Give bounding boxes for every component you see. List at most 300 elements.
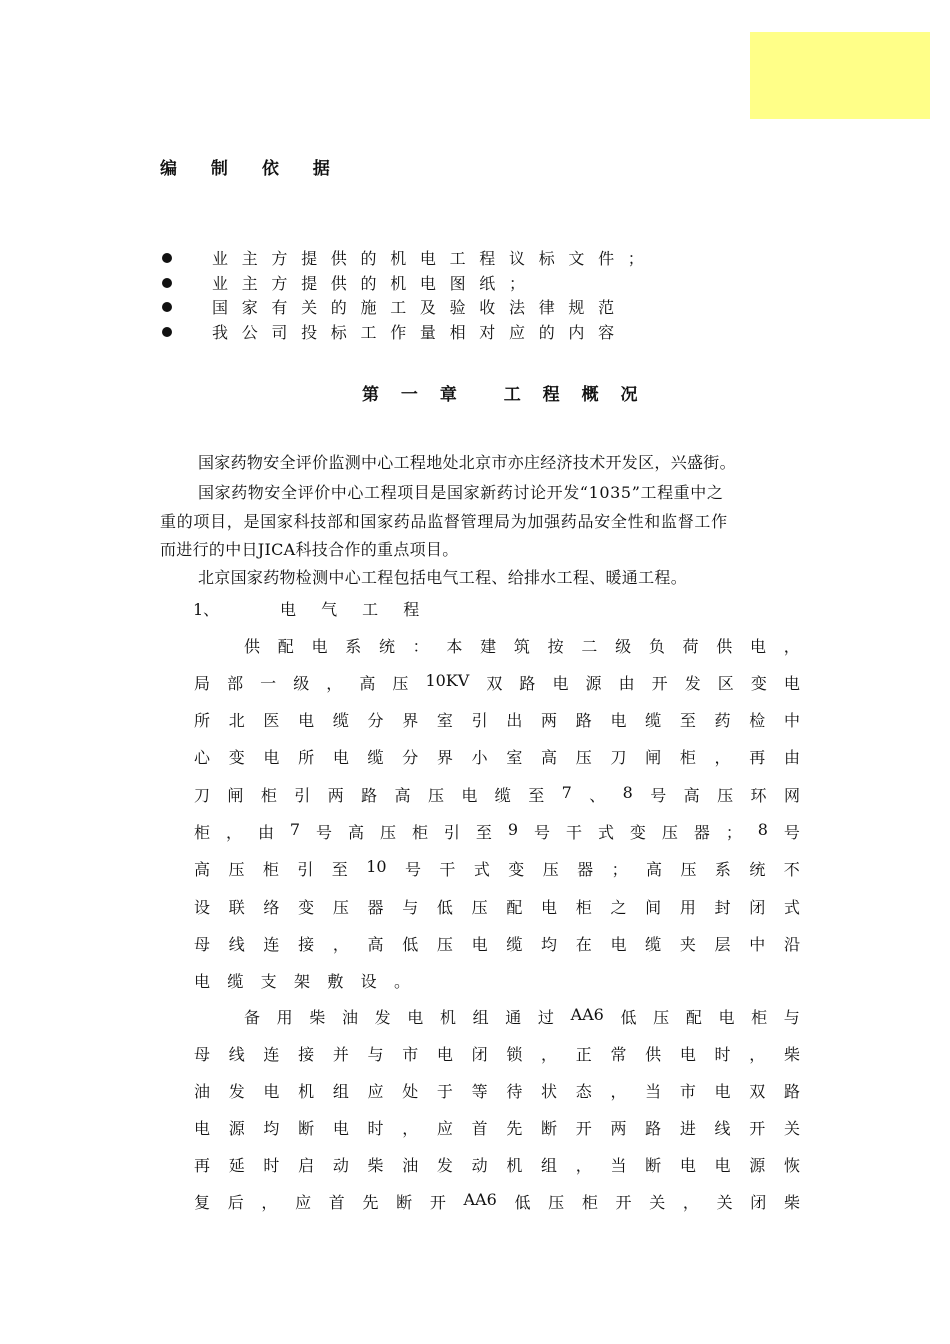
glyph: 引 [471, 711, 488, 730]
text-line [194, 783, 800, 806]
glyph: 电 [194, 972, 211, 991]
glyph: 柜 [575, 898, 592, 917]
glyph: 高 [348, 823, 365, 842]
glyph: 电 [194, 1119, 211, 1138]
glyph: ， [575, 1156, 592, 1175]
glyph: 按 [547, 637, 564, 656]
glyph: 设 [194, 898, 211, 917]
glyph: 关 [783, 1119, 800, 1138]
list-item: 我公司投标工作量相对应的内容 [212, 323, 628, 342]
glyph: 柴 [783, 1045, 800, 1064]
glyph: 两 [327, 786, 344, 805]
glyph: 于 [436, 1082, 453, 1101]
text-line [194, 820, 800, 843]
glyph: 引 [297, 860, 314, 879]
glyph: 路 [783, 1082, 800, 1101]
list-item: 业主方提供的机电工程议标文件； [212, 249, 658, 268]
glyph: 应 [295, 1193, 312, 1212]
glyph: 油 [402, 1156, 419, 1175]
glyph: 8 [622, 783, 633, 802]
glyph: 闭 [749, 898, 766, 917]
glyph: 间 [645, 898, 662, 917]
glyph: 。 [393, 972, 410, 991]
glyph: 后 [227, 1193, 244, 1212]
glyph: 发 [228, 1082, 245, 1101]
glyph: 号 [404, 860, 421, 879]
glyph: 高 [367, 935, 384, 954]
text-line: 国家药物安全评价监测中心工程地处北京市亦庄经济技术开发区，兴盛街。 [198, 453, 736, 472]
glyph: 电 [263, 748, 280, 767]
glyph: 夹 [679, 935, 696, 954]
glyph: 区 [717, 674, 734, 693]
glyph: 器 [577, 860, 594, 879]
glyph: ， [225, 823, 242, 842]
glyph: 电 [679, 1156, 696, 1175]
glyph: 分 [367, 711, 384, 730]
glyph: 沿 [783, 935, 800, 954]
glyph: 柜 [751, 1008, 768, 1027]
glyph: 至 [475, 823, 492, 842]
text-line [244, 1005, 800, 1028]
glyph: 系 [714, 860, 731, 879]
yellow-sticky-note [750, 32, 930, 119]
glyph: 闸 [227, 786, 244, 805]
glyph: 柴 [309, 1008, 326, 1027]
glyph: 供 [645, 1045, 662, 1064]
text-line [194, 1079, 800, 1102]
glyph: 机 [298, 1082, 315, 1101]
glyph: 所 [194, 711, 211, 730]
glyph: 压 [548, 1193, 565, 1212]
glyph: 机 [439, 1008, 456, 1027]
glyph: 变 [508, 860, 525, 879]
glyph: 与 [367, 1045, 384, 1064]
glyph: 局 [194, 674, 211, 693]
glyph: 电 [298, 711, 315, 730]
glyph: 配 [506, 898, 523, 917]
glyph: 建 [480, 637, 497, 656]
glyph: 复 [194, 1193, 211, 1212]
glyph: 延 [228, 1156, 245, 1175]
glyph: 供 [244, 637, 261, 656]
glyph: 断 [645, 1156, 662, 1175]
glyph: 缆 [645, 711, 662, 730]
glyph: 高 [394, 786, 411, 805]
glyph: 当 [645, 1082, 662, 1101]
glyph: ， [610, 1082, 627, 1101]
glyph: 北 [228, 711, 245, 730]
glyph: 断 [298, 1119, 315, 1138]
glyph: 层 [714, 935, 731, 954]
text-line [194, 745, 800, 768]
glyph: 至 [679, 711, 696, 730]
glyph: 缆 [227, 972, 244, 991]
glyph: 出 [506, 711, 523, 730]
glyph: 检 [749, 711, 766, 730]
glyph: 均 [541, 935, 558, 954]
glyph: 引 [443, 823, 460, 842]
glyph: 医 [263, 711, 280, 730]
glyph: 9 [507, 820, 519, 839]
glyph: 高 [359, 674, 376, 693]
glyph: 一 [260, 674, 277, 693]
glyph: 本 [446, 637, 463, 656]
glyph: 室 [506, 748, 523, 767]
glyph: 统 [749, 860, 766, 879]
glyph: 刀 [194, 786, 211, 805]
text-line [194, 1190, 800, 1213]
text-line: 重的项目，是国家科技部和国家药品监督管理局为加强药品安全性和监督工作 [160, 512, 728, 531]
glyph: 变 [750, 674, 767, 693]
glyph: 电 [471, 935, 488, 954]
glyph: 市 [402, 1045, 419, 1064]
glyph: 缆 [494, 786, 511, 805]
glyph: 压 [392, 674, 409, 693]
glyph: 母 [194, 1045, 211, 1064]
glyph: 用 [276, 1008, 293, 1027]
glyph: 支 [260, 972, 277, 991]
glyph: 中 [749, 935, 766, 954]
glyph: ： [412, 637, 429, 656]
glyph: 压 [542, 860, 559, 879]
glyph: ， [714, 748, 731, 767]
glyph: 源 [585, 674, 602, 693]
glyph: ， [682, 1193, 699, 1212]
glyph: 柜 [411, 823, 428, 842]
glyph: 电 [461, 786, 478, 805]
glyph: 常 [610, 1045, 627, 1064]
glyph: 两 [541, 711, 558, 730]
glyph: 低 [620, 1008, 637, 1027]
glyph: 开 [615, 1193, 632, 1212]
glyph: 至 [528, 786, 545, 805]
glyph: 由 [618, 674, 635, 693]
basis-title: 编 制 依 据 [160, 159, 344, 179]
glyph: 压 [661, 823, 678, 842]
glyph: 低 [436, 898, 453, 917]
glyph: ； [611, 860, 628, 879]
glyph: 开 [749, 1119, 766, 1138]
glyph: 母 [194, 935, 211, 954]
glyph: 式 [473, 860, 490, 879]
glyph: 备 [244, 1008, 261, 1027]
glyph: 柜 [194, 823, 211, 842]
glyph: 组 [541, 1156, 558, 1175]
text-line [194, 895, 800, 918]
glyph: 干 [565, 823, 582, 842]
glyph: 不 [783, 860, 800, 879]
glyph: 组 [332, 1082, 349, 1101]
text-line: 北京国家药物检测中心工程包括电气工程、给排水工程、暖通工程。 [198, 568, 688, 587]
glyph: 组 [472, 1008, 489, 1027]
glyph: 、 [589, 786, 606, 805]
glyph: 压 [332, 898, 349, 917]
glyph: 电 [783, 674, 800, 693]
glyph: 两 [610, 1119, 627, 1138]
glyph: 关 [716, 1193, 733, 1212]
glyph: ， [261, 1193, 278, 1212]
glyph: 发 [374, 1008, 391, 1027]
glyph: 电 [679, 1045, 696, 1064]
glyph: 高 [194, 860, 211, 879]
glyph: 高 [541, 748, 558, 767]
glyph: 连 [263, 935, 280, 954]
glyph: 线 [228, 1045, 245, 1064]
glyph: 柴 [367, 1156, 384, 1175]
glyph: 开 [575, 1119, 592, 1138]
glyph: 压 [436, 935, 453, 954]
glyph: 路 [361, 786, 378, 805]
bullet-icon [162, 327, 172, 337]
glyph: 再 [194, 1156, 211, 1175]
glyph: 用 [679, 898, 696, 917]
text-line [194, 932, 800, 955]
glyph: 敷 [327, 972, 344, 991]
glyph: 断 [541, 1119, 558, 1138]
glyph: 干 [439, 860, 456, 879]
text-line [194, 671, 800, 694]
glyph: 柜 [262, 860, 279, 879]
glyph: 双 [749, 1082, 766, 1101]
glyph: 号 [783, 823, 800, 842]
glyph: 封 [714, 898, 731, 917]
glyph: 架 [293, 972, 310, 991]
glyph: 压 [379, 823, 396, 842]
glyph: 由 [783, 748, 800, 767]
glyph: 柜 [260, 786, 277, 805]
glyph: 7 [289, 820, 301, 839]
glyph: 压 [471, 898, 488, 917]
glyph: AA6 [570, 1005, 604, 1024]
glyph: 络 [263, 898, 280, 917]
glyph: 压 [653, 1008, 670, 1027]
glyph: 压 [717, 786, 734, 805]
glyph: 与 [402, 898, 419, 917]
glyph: 变 [228, 748, 245, 767]
glyph: 动 [471, 1156, 488, 1175]
text-line: 而进行的中日JICA科技合作的重点项目。 [160, 540, 459, 559]
text-line [194, 1116, 800, 1139]
glyph: 连 [263, 1045, 280, 1064]
glyph: 电 [311, 637, 328, 656]
glyph: 电 [332, 748, 349, 767]
glyph: 锁 [506, 1045, 523, 1064]
glyph: 首 [328, 1193, 345, 1212]
glyph: 闸 [645, 748, 662, 767]
glyph: 刀 [610, 748, 627, 767]
glyph: 配 [277, 637, 294, 656]
text-line [244, 634, 800, 657]
glyph: 等 [471, 1082, 488, 1101]
glyph: 电 [407, 1008, 424, 1027]
glyph: 器 [693, 823, 710, 842]
glyph: 状 [541, 1082, 558, 1101]
glyph: 首 [471, 1119, 488, 1138]
text-line [194, 969, 410, 992]
glyph: 线 [228, 935, 245, 954]
glyph: 配 [685, 1008, 702, 1027]
glyph: 接 [298, 935, 315, 954]
glyph: 号 [316, 823, 333, 842]
glyph: 环 [750, 786, 767, 805]
glyph: 通 [505, 1008, 522, 1027]
glyph: 电 [263, 1082, 280, 1101]
glyph: 缆 [645, 935, 662, 954]
glyph: 与 [783, 1008, 800, 1027]
glyph: 缆 [367, 748, 384, 767]
glyph: 柜 [581, 1193, 598, 1212]
chapter-title: 第 一 章 工 程 概 况 [362, 385, 646, 405]
glyph: 电 [718, 1008, 735, 1027]
glyph: 缆 [506, 935, 523, 954]
glyph: ， [541, 1045, 558, 1064]
glyph: 二 [581, 637, 598, 656]
bullet-icon [162, 302, 172, 312]
glyph: 界 [436, 748, 453, 767]
glyph: 分 [402, 748, 419, 767]
glyph: 断 [396, 1193, 413, 1212]
glyph: 闭 [750, 1193, 767, 1212]
glyph: 变 [298, 898, 315, 917]
section-number: 1、 [193, 600, 220, 619]
glyph: 之 [610, 898, 627, 917]
glyph: 处 [402, 1082, 419, 1101]
glyph: 高 [646, 860, 663, 879]
glyph: 接 [298, 1045, 315, 1064]
glyph: 进 [679, 1119, 696, 1138]
text-line [194, 708, 800, 731]
glyph: 筑 [513, 637, 530, 656]
glyph: 室 [436, 711, 453, 730]
glyph: 7 [561, 783, 572, 802]
glyph: 药 [714, 711, 731, 730]
glyph: 双 [486, 674, 503, 693]
glyph: 电 [610, 711, 627, 730]
text-line [194, 857, 800, 880]
glyph: 压 [575, 748, 592, 767]
glyph: 开 [429, 1193, 446, 1212]
glyph: 式 [597, 823, 614, 842]
glyph: 源 [749, 1156, 766, 1175]
glyph: 统 [378, 637, 395, 656]
glyph: 低 [402, 935, 419, 954]
glyph: 时 [263, 1156, 280, 1175]
glyph: 系 [345, 637, 362, 656]
glyph: 先 [506, 1119, 523, 1138]
bullet-icon [162, 253, 172, 263]
glyph: 心 [194, 748, 211, 767]
glyph: 负 [648, 637, 665, 656]
glyph: 小 [471, 748, 488, 767]
glyph: 由 [257, 823, 274, 842]
glyph: 压 [680, 860, 697, 879]
glyph: 电 [332, 1119, 349, 1138]
glyph: 所 [298, 748, 315, 767]
glyph: 开 [651, 674, 668, 693]
glyph: 动 [332, 1156, 349, 1175]
glyph: 界 [402, 711, 419, 730]
glyph: 线 [714, 1119, 731, 1138]
glyph: 压 [228, 860, 245, 879]
glyph: 电 [750, 637, 767, 656]
glyph: 变 [629, 823, 646, 842]
text-line: 国家药物安全评价中心工程项目是国家新药讨论开发“1035”工程重中之 [198, 483, 724, 502]
glyph: 式 [783, 898, 800, 917]
glyph: 号 [650, 786, 667, 805]
glyph: 源 [228, 1119, 245, 1138]
glyph: 发 [684, 674, 701, 693]
glyph: 设 [360, 972, 377, 991]
glyph: 电 [541, 898, 558, 917]
glyph: 器 [367, 898, 384, 917]
glyph: 发 [436, 1156, 453, 1175]
glyph: 在 [575, 935, 592, 954]
glyph: ， [749, 1045, 766, 1064]
glyph: 态 [575, 1082, 592, 1101]
glyph: 当 [610, 1156, 627, 1175]
section-title: 电 气 工 程 [280, 600, 430, 619]
glyph: ， [402, 1119, 419, 1138]
glyph: 先 [362, 1193, 379, 1212]
glyph: 至 [331, 860, 348, 879]
glyph: 电 [610, 935, 627, 954]
glyph: AA6 [463, 1190, 497, 1209]
glyph: 时 [367, 1119, 384, 1138]
glyph: 级 [293, 674, 310, 693]
glyph: 电 [436, 1045, 453, 1064]
text-line [194, 1042, 800, 1065]
glyph: 应 [436, 1119, 453, 1138]
glyph: 过 [537, 1008, 554, 1027]
glyph: 电 [552, 674, 569, 693]
glyph: 中 [783, 711, 800, 730]
glyph: 高 [683, 786, 700, 805]
glyph: 柴 [783, 1193, 800, 1212]
glyph: 柜 [679, 748, 696, 767]
glyph: 电 [714, 1156, 731, 1175]
text-line [194, 1153, 800, 1176]
glyph: 机 [506, 1156, 523, 1175]
glyph: 市 [679, 1082, 696, 1101]
glyph: 关 [649, 1193, 666, 1212]
glyph: ， [783, 637, 800, 656]
glyph: 低 [514, 1193, 531, 1212]
glyph: 正 [575, 1045, 592, 1064]
list-item: 业主方提供的机电图纸； [212, 274, 539, 293]
glyph: 网 [783, 786, 800, 805]
glyph: 并 [332, 1045, 349, 1064]
glyph: 引 [294, 786, 311, 805]
glyph: 压 [427, 786, 444, 805]
glyph: 油 [194, 1082, 211, 1101]
glyph: 号 [534, 823, 551, 842]
glyph: 均 [263, 1119, 280, 1138]
glyph: 恢 [783, 1156, 800, 1175]
glyph: 闭 [471, 1045, 488, 1064]
glyph: 级 [615, 637, 632, 656]
glyph: 荷 [682, 637, 699, 656]
glyph: 路 [575, 711, 592, 730]
glyph: 路 [645, 1119, 662, 1138]
glyph: 缆 [332, 711, 349, 730]
glyph: 时 [714, 1045, 731, 1064]
glyph: 路 [519, 674, 536, 693]
glyph: 应 [367, 1082, 384, 1101]
glyph: 10 [366, 857, 387, 876]
glyph: 联 [228, 898, 245, 917]
glyph: ， [326, 674, 343, 693]
glyph: ， [332, 935, 349, 954]
